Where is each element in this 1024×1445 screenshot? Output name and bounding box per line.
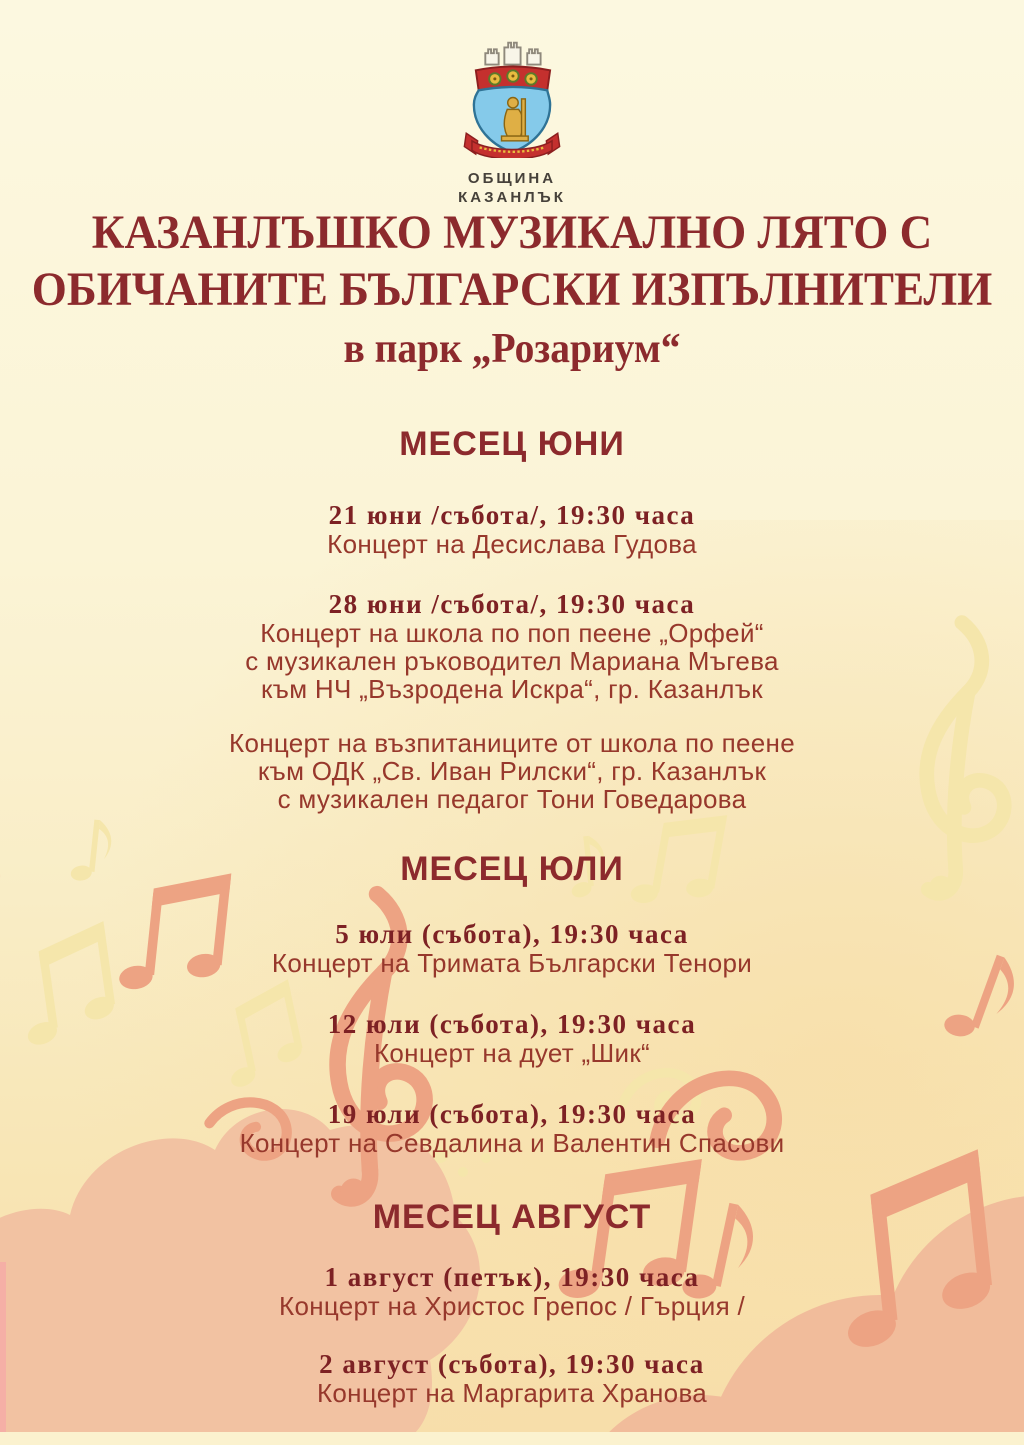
- section-header: МЕСЕЦ ЮЛИ: [400, 850, 624, 888]
- event-date: 1 август (петък), 19:30 часа: [324, 1262, 700, 1292]
- event-date: 28 юни /събота/, 19:30 часа: [328, 589, 696, 619]
- event-line: Концерт на възпитаниците от школа по пеене: [229, 728, 795, 758]
- event-line: Концерт на дует „Шик“: [373, 1038, 651, 1068]
- event-date: 5 юли (събота), 19:30 часа: [335, 919, 689, 949]
- event-line: Концерт на Христос Грепос / Гърция /: [279, 1291, 745, 1321]
- event-date: 2 август (събота), 19:30 часа: [319, 1349, 705, 1379]
- event-line: с музикален ръководител Мариана Мъгева: [245, 646, 779, 676]
- event: [0, 501, 1024, 558]
- municipality-name-line1: ОБЩИНА: [467, 170, 557, 187]
- event-line: към НЧ „Възродена Искра“, гр. Казанлък: [261, 674, 763, 704]
- section-header: МЕСЕЦ АВГУСТ: [372, 1198, 652, 1236]
- event-line: Концерт на Десислава Гудова: [327, 529, 697, 559]
- event-line: Концерт на Маргарита Хранова: [316, 1378, 708, 1408]
- event-line: Концерт на Севдалина и Валентин Спасови: [239, 1128, 785, 1158]
- event: [0, 1010, 1024, 1067]
- event-line: Концерт на Тримата Български Тенори: [271, 948, 753, 978]
- title-line-1: КАЗАНЛЪШКО МУЗИКАЛНО ЛЯТО С: [91, 206, 933, 259]
- section-header: МЕСЕЦ ЮНИ: [399, 425, 625, 463]
- event-date: 19 юли (събота), 19:30 часа: [327, 1099, 697, 1129]
- event-date: 21 юни /събота/, 19:30 часа: [328, 500, 696, 530]
- event-line: с музикален педагог Тони Говедарова: [277, 784, 747, 814]
- event-line: към ОДК „Св. Иван Рилски“, гр. Казанлък: [257, 756, 767, 786]
- logo-block: [0, 36, 1024, 207]
- event: [0, 1350, 1024, 1407]
- event: [0, 590, 1024, 703]
- title-line-2: ОБИЧАНИТЕ БЪЛГАРСКИ ИЗПЪЛНИТЕЛИ: [31, 263, 993, 316]
- poster-title: [0, 204, 1024, 374]
- kazanlak-coat-of-arms-icon: [456, 36, 568, 158]
- event-date: 12 юли (събота), 19:30 часа: [327, 1009, 697, 1039]
- event: [0, 729, 1024, 813]
- title-line-3: в парк „Розариум“: [343, 326, 681, 372]
- event-line: Концерт на школа по поп пеене „Орфей“: [260, 618, 764, 648]
- event: [0, 1263, 1024, 1320]
- municipality-name-line2: КАЗАНЛЪК: [458, 189, 566, 206]
- event: [0, 920, 1024, 977]
- event: [0, 1100, 1024, 1157]
